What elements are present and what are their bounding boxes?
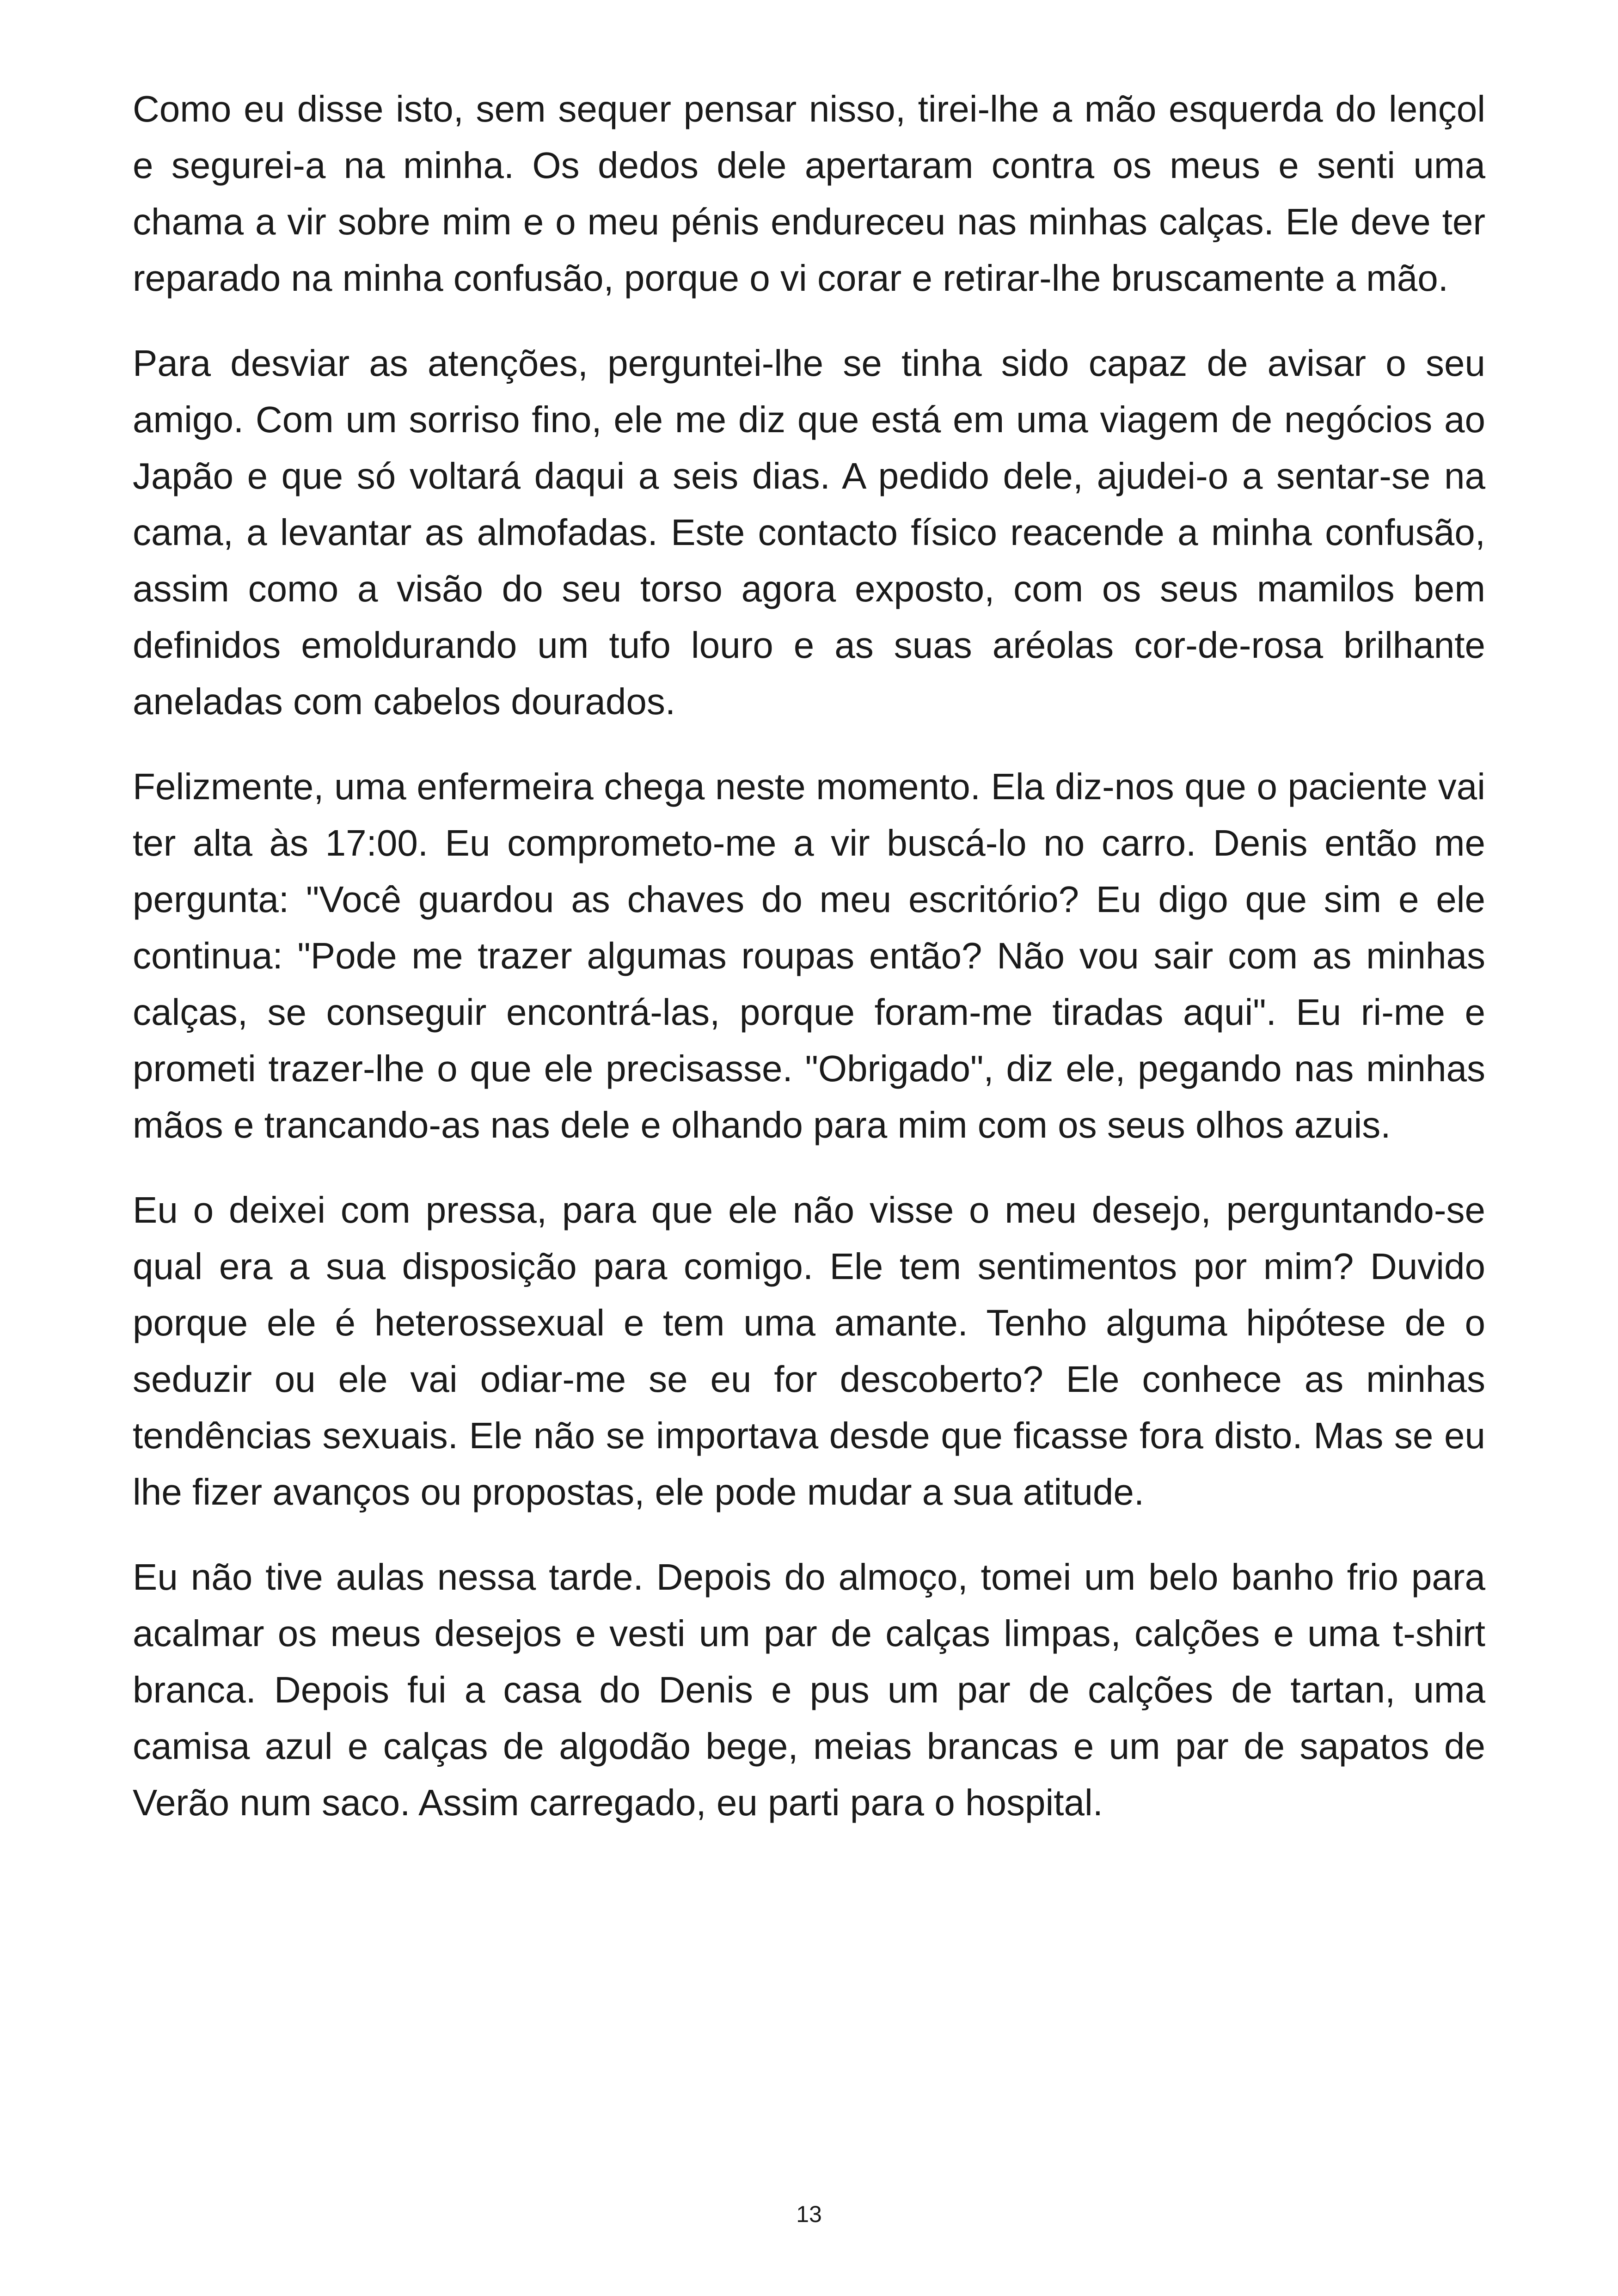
paragraph-3: Felizmente, uma enfermeira chega neste momento. Ela diz-nos que o paciente vai ter alta às 17:00. Eu comprometo-me a vir buscá-lo no carro. Denis então me pergunta: "Você guardou as chaves do meu escritório? Eu digo que sim e ele continua: "Pode me trazer algumas roupas então? Não vou sair com as minhas calças, se conseguir encontrá-las, porque foram-me tiradas aqui". Eu ri-me e prometi trazer-lhe o que ele precisasse. "Obrigado", diz ele, pegando nas minhas mãos e trancando-as nas dele e olhando para mim com os seus olhos azuis. [133, 766, 1485, 1145]
paragraph-1: Como eu disse isto, sem sequer pensar nisso, tirei-lhe a mão esquerda do lençol e segurei-a na minha. Os dedos dele apertaram contra os meus e senti uma chama a vir sobre mim e o meu pénis endureceu nas minhas calças. Ele deve ter reparado na minha confusão, porque o vi corar e retirar-lhe bruscamente a mão. [133, 88, 1485, 299]
paragraph-2: Para desviar as atenções, perguntei-lhe se tinha sido capaz de avisar o seu amigo. Com um sorriso fino, ele me diz que está em uma viagem de negócios ao Japão e que só voltará daqui a seis dias. A pedido dele, ajudei-o a sentar-se na cama, a levantar as almofadas. Este contacto físico reacende a minha confusão, assim como a visão do seu torso agora exposto, com os seus mamilos bem definidos emoldurando um tufo louro e as suas aréolas cor-de-rosa brilhante aneladas com cabelos dourados. [133, 343, 1485, 722]
paragraph-5: Eu não tive aulas nessa tarde. Depois do almoço, tomei um belo banho frio para acalmar os meus desejos e vesti um par de calças limpas, calções e uma t-shirt branca. Depois fui a casa do Denis e pus um par de calções de tartan, uma camisa azul e calças de algodão bege, meias brancas e um par de sapatos de Verão num saco. Assim carregado, eu parti para o hospital. [133, 1556, 1485, 1823]
page-body [133, 81, 1485, 1860]
paragraph-4: Eu o deixei com pressa, para que ele não visse o meu desejo, perguntando-se qual era a sua disposição para comigo. Ele tem sentimentos por mim? Duvido porque ele é heterossexual e tem uma amante. Tenho alguma hipótese de o seduzir ou ele vai odiar-me se eu for descoberto? Ele conhece as minhas tendências sexuais. Ele não se importava desde que ficasse fora disto. Mas se eu lhe fizer avanços ou propostas, ele pode mudar a sua atitude. [133, 1189, 1485, 1512]
page-number: 13 [796, 2201, 822, 2227]
